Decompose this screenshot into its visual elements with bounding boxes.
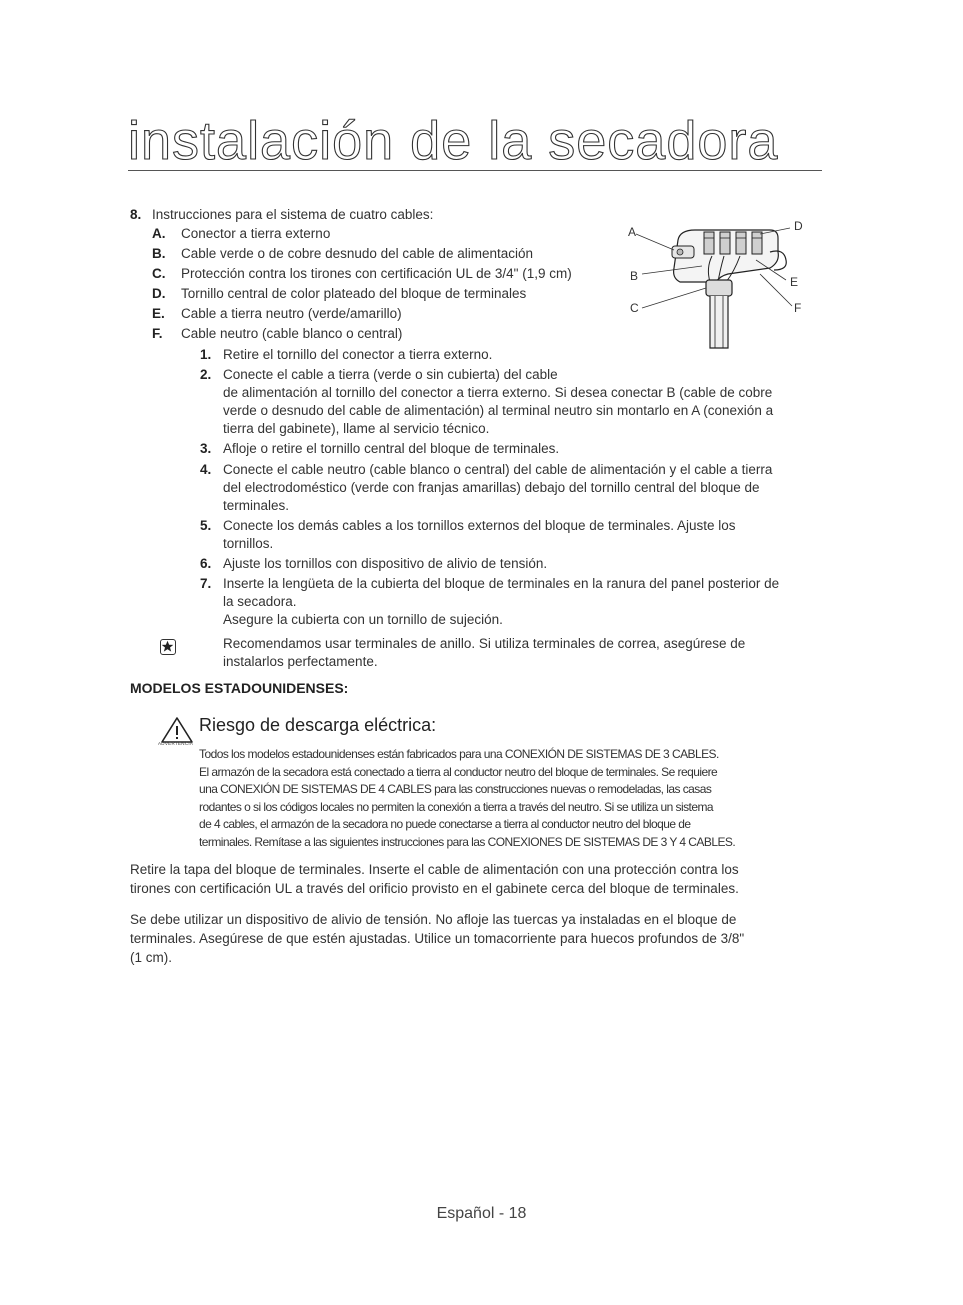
warning-title: Riesgo de descarga eléctrica: [199,715,437,735]
paragraph-line: terminales. Asegúrese de que estén ajustadas. Utilice un tomacorriente para huecos profundos de 3/8" [130,931,745,946]
page-title: instalación de la secadora [128,112,822,171]
star-note-icon [160,639,176,655]
item-letter: D. [152,286,166,301]
item-text: Cable a tierra neutro (verde/amarillo) [181,306,402,321]
item-text: Cable verde o de cobre desnudo del cable de alimentación [181,246,533,261]
warning-line: terminales. Remítase a las siguientes instrucciones para las CONEXIONES DE SISTEMAS DE 3 Y 4 CABLES. [199,834,736,849]
diagram-label-e: E [790,275,799,289]
substep-line: del electrodoméstico (verde con franjas amarillas) debajo del tornillo central del bloque de [223,480,760,495]
substep-line: terminales. [223,498,290,513]
warning-line: El armazón de la secadora está conectado a tierra al conductor neutro del bloque de terminales. Se requiere [199,764,718,779]
item-text: Conector a tierra externo [181,226,331,241]
substep-line: de alimentación al tornillo del conector a tierra externo. Si desea conectar B (cable de cobre [223,385,773,400]
diagram-label-d: D [794,219,803,233]
warning-line: Todos los modelos estadounidenses están fabricados para una CONEXIÓN DE SISTEMAS DE 3 CABLES. [199,747,719,761]
substep-line: Conecte los demás cables a los tornillos externos del bloque de terminales. Ajuste los [223,518,736,533]
item-letter: C. [152,266,166,281]
substep-line: Conecte el cable a tierra (verde o sin cubierta) del cable [223,367,558,382]
substep-number: 6. [200,556,212,571]
warning-label: ADVERTENCIA [158,741,194,746]
paragraph-tension-device [130,910,830,967]
substep-line: Retire el tornillo del conector a tierra externo. [223,347,493,362]
warning-line: una CONEXIÓN DE SISTEMAS DE 4 CABLES para las construcciones nuevas o remodeladas, las casas [199,782,712,796]
step-intro: Instrucciones para el sistema de cuatro cables: [152,207,434,222]
substep-line: verde o desnudo del cable de alimentación) al terminal neutro sin montarlo en A (conexión a [223,403,774,418]
item-letter: F. [152,326,163,341]
substep-number: 4. [200,462,212,477]
substep-number: 3. [200,441,212,456]
item-letter: E. [152,306,165,321]
substep-number: 7. [200,576,212,591]
item-text: Cable neutro (cable blanco o central) [181,326,403,341]
step-number: 8. [130,207,142,222]
item-text: Tornillo central de color plateado del bloque de terminales [181,286,527,301]
substep-number: 1. [200,347,212,362]
item-letter: A. [152,226,166,241]
substep-line: tornillos. [223,536,274,551]
substep-line: Inserte la lengüeta de la cubierta del bloque de terminales en la ranura del panel posterior de [223,576,780,591]
item-text: Protección contra los tirones con certificación UL de 3/4" (1,9 cm) [181,266,572,281]
warning-line: rodantes o si los códigos locales no permiten la conexión a tierra a través del neutro. Si se utiliza un sistema [199,799,714,814]
substep-number: 2. [200,367,212,382]
note-line: Recomendamos usar terminales de anillo. Si utiliza terminales de correa, asegúrese de [223,636,746,651]
warning-triangle-icon [160,716,194,744]
item-letter: B. [152,246,166,261]
section-heading: MODELOS ESTADOUNIDENSES: [130,680,349,696]
substep-line: Afloje o retire el tornillo central del bloque de terminales. [223,441,560,456]
substep-line: Conecte el cable neutro (cable blanco o central) del cable de alimentación y el cable a tierra [223,462,773,477]
paragraph-line: Se debe utilizar un dispositivo de alivio de tensión. No afloje las tuercas ya instaladas en el bloque de [130,912,737,927]
diagram-label-f: F [794,301,802,315]
diagram-label-c: C [630,301,639,315]
diagram-label-b: B [630,269,639,283]
page-footer: Español - 18 [436,1205,527,1222]
substep-line: Ajuste los tornillos con dispositivo de alivio de tensión. [223,556,548,571]
substep-line: la secadora. [223,594,297,609]
paragraph-line: (1 cm). [130,950,172,965]
paragraph-strain-relief [130,860,830,898]
substep-line: Asegure la cubierta con un tornillo de sujeción. [223,612,503,627]
diagram-label-a: A [628,225,637,239]
substep-line: tierra del gabinete), llame al servicio técnico. [223,421,490,436]
paragraph-line: Retire la tapa del bloque de terminales. Inserte el cable de alimentación con una protección contra los [130,862,739,877]
warning-body [199,746,824,851]
terminal-block-diagram [620,212,816,356]
substep-number: 5. [200,518,212,533]
note-line: instalarlos perfectamente. [223,654,378,669]
warning-line: de 4 cables, el armazón de la secadora no puede conectarse a tierra al conductor neutro del bloque de [199,817,691,831]
paragraph-line: tirones con certificación UL a través del orificio provisto en el gabinete cerca del bloque de terminales. [130,881,739,896]
